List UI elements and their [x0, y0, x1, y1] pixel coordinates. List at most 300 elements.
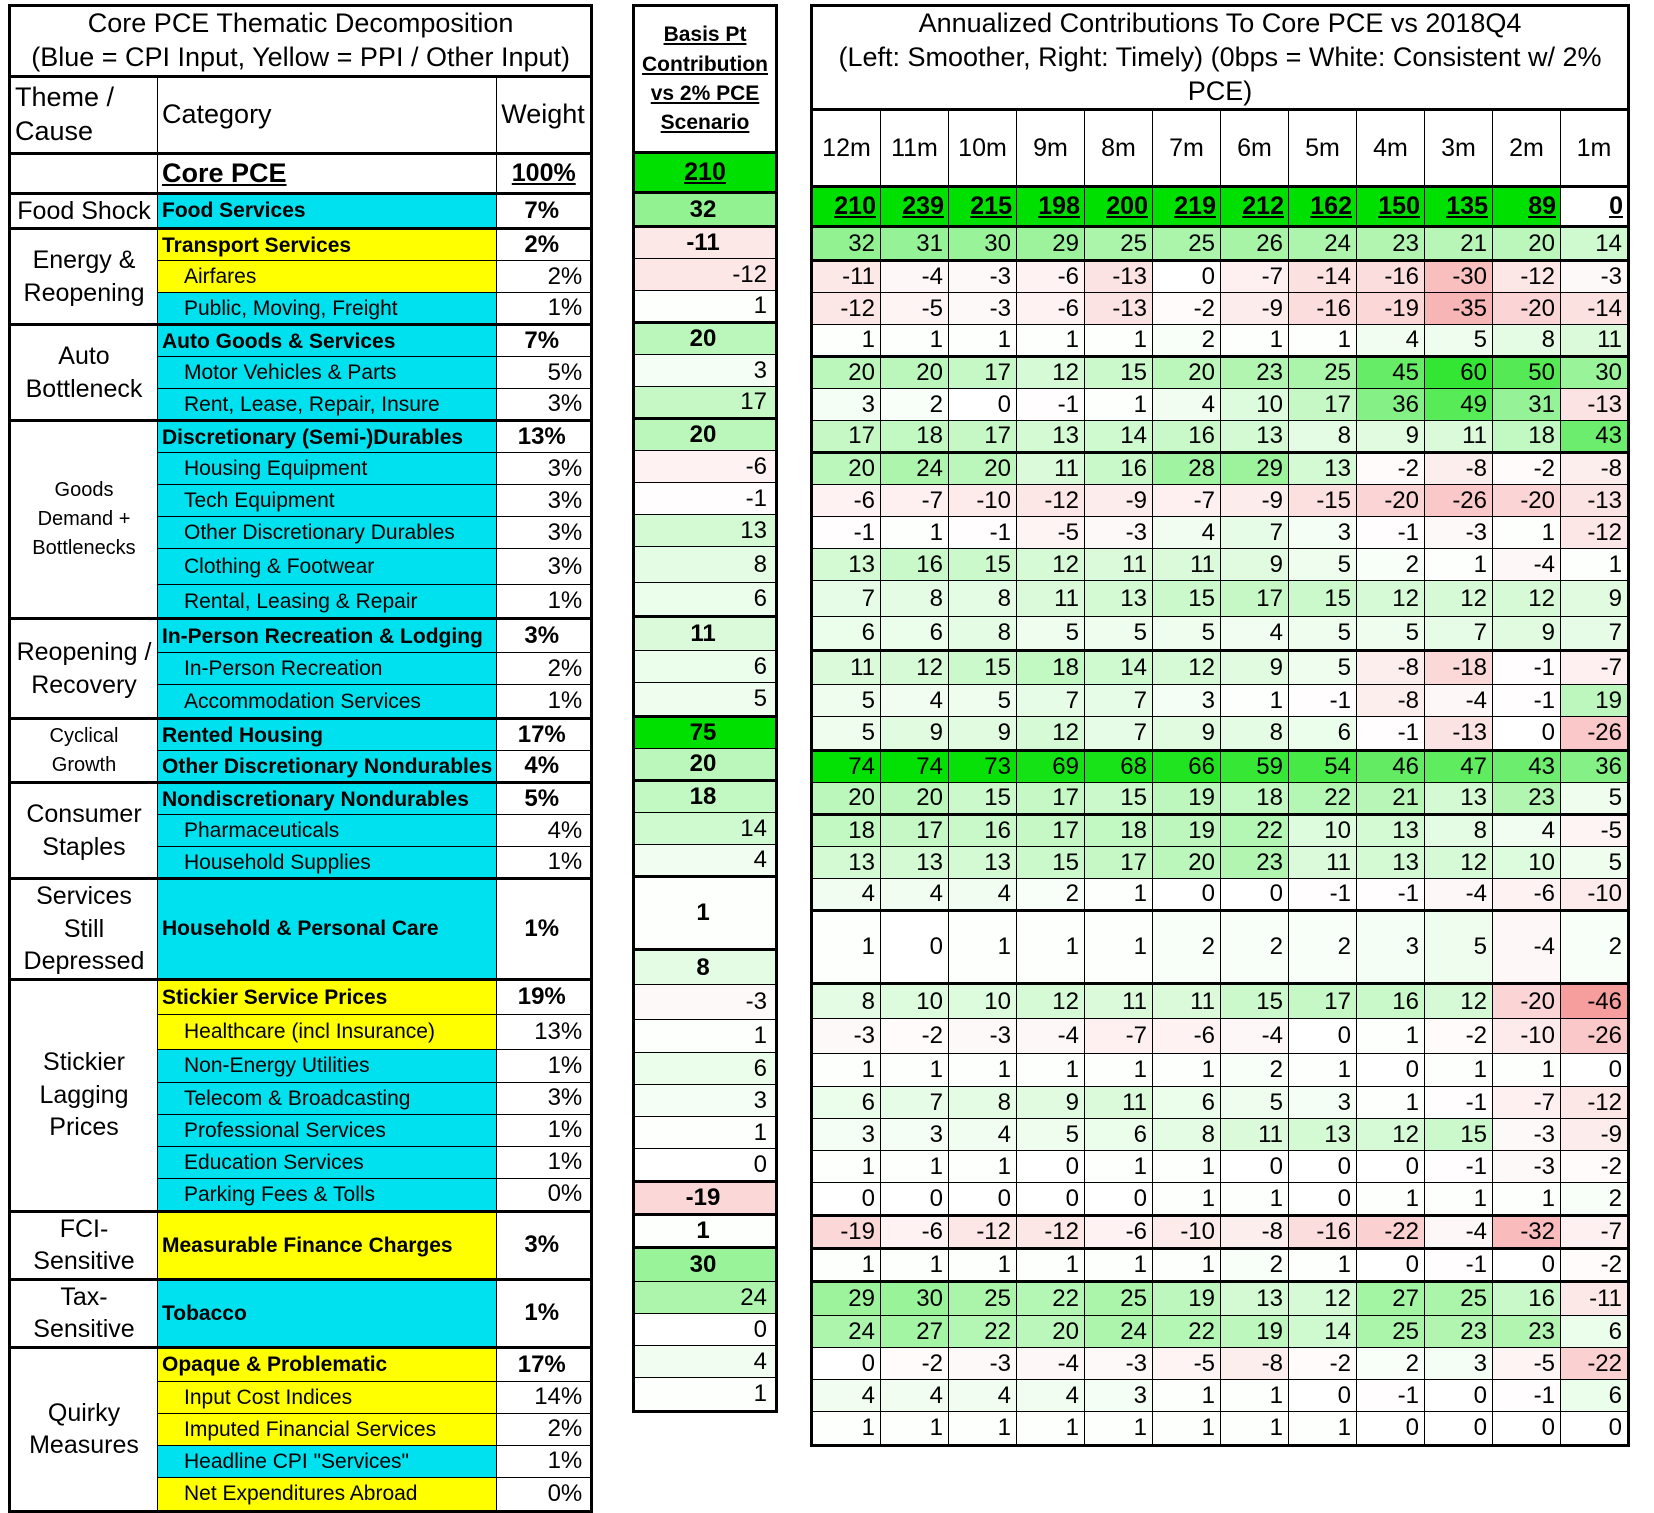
contribution-cell: 13 [1357, 815, 1425, 847]
contribution-cell: 11 [1085, 549, 1153, 581]
theme-cell: Cyclical Growth [10, 719, 158, 783]
basis-point-cell: 4 [634, 845, 777, 877]
contribution-cell: 14 [1085, 651, 1153, 685]
contribution-cell: 19 [1153, 1282, 1221, 1316]
contribution-cell: 30 [1561, 357, 1629, 389]
basis-point-cell: 5 [634, 683, 777, 717]
contribution-cell: 1 [881, 1412, 949, 1446]
category-cell: Measurable Finance Charges [158, 1211, 497, 1279]
contribution-cell: 5 [1357, 617, 1425, 651]
weight-cell: 1% [497, 1146, 592, 1178]
contribution-cell: -12 [1493, 261, 1561, 293]
contribution-cell: -26 [1561, 717, 1629, 751]
contribution-cell: -1 [812, 517, 881, 549]
contribution-cell: -1 [1425, 1087, 1493, 1119]
contribution-cell: 31 [1493, 389, 1561, 421]
contribution-cell: -10 [1561, 879, 1629, 911]
weight-cell: 3% [497, 389, 592, 421]
contribution-cell: 0 [1425, 1380, 1493, 1412]
contribution-cell: 5 [1221, 1087, 1289, 1119]
contribution-cell: -12 [812, 293, 881, 325]
title-line-2: (Blue = CPI Input, Yellow = PPI / Other Input) [31, 41, 571, 72]
contribution-cell: 17 [1017, 815, 1085, 847]
contribution-cell: -7 [1561, 1216, 1629, 1249]
decomposition-labels-table [8, 4, 593, 1513]
annualized-contributions-table [810, 4, 1630, 1447]
contribution-cell: 17 [1289, 984, 1357, 1019]
theme-cell: Energy & Reopening [10, 229, 158, 325]
contribution-cell: 19 [1221, 1316, 1289, 1348]
contribution-cell: -4 [881, 261, 949, 293]
category-cell: Opaque & Problematic [158, 1347, 497, 1381]
contribution-cell: 18 [1221, 783, 1289, 815]
contribution-cell: 1 [881, 517, 949, 549]
contribution-cell: 1 [1017, 325, 1085, 357]
contribution-cell: 5 [1085, 617, 1153, 651]
contribution-cell: 32 [812, 227, 881, 261]
contribution-cell: 8 [949, 617, 1017, 651]
contribution-cell: 0 [1153, 261, 1221, 293]
category-cell: Household Supplies [158, 847, 497, 879]
contribution-cell: 4 [812, 1380, 881, 1412]
contribution-cell: -8 [1561, 453, 1629, 485]
weight-cell: 3% [497, 1082, 592, 1114]
contributions-title [812, 6, 1629, 110]
contribution-cell: 6 [1153, 1087, 1221, 1119]
contribution-cell: 13 [1221, 421, 1289, 453]
theme-cell: Stickier Lagging Prices [10, 979, 158, 1211]
contribution-cell: 6 [1561, 1380, 1629, 1412]
basis-point-cell: 14 [634, 813, 777, 845]
contribution-cell: 3 [1425, 1348, 1493, 1380]
contribution-cell: 0 [1085, 1183, 1153, 1216]
contribution-cell: 5 [1153, 617, 1221, 651]
contribution-cell: -2 [1561, 1151, 1629, 1183]
contribution-cell: 17 [949, 421, 1017, 453]
contribution-cell: 3 [812, 389, 881, 421]
basis-point-cell: 1 [634, 1378, 777, 1412]
weight-cell: 1% [497, 1445, 592, 1477]
contribution-cell: 1 [1153, 1412, 1221, 1446]
contribution-cell: 7 [1561, 617, 1629, 651]
contribution-cell: 17 [1221, 581, 1289, 617]
contribution-cell: 29 [1017, 227, 1085, 261]
contribution-cell: -3 [949, 293, 1017, 325]
contribution-cell: -2 [1425, 1019, 1493, 1054]
contribution-cell: 24 [881, 453, 949, 485]
contribution-cell: 20 [881, 357, 949, 389]
contribution-cell: -7 [1493, 1087, 1561, 1119]
contribution-cell: 4 [1017, 1380, 1085, 1412]
contribution-cell: 1 [881, 325, 949, 357]
contribution-cell: 30 [949, 227, 1017, 261]
theme-cell: Auto Bottleneck [10, 325, 158, 421]
contribution-cell: 1 [1153, 1183, 1221, 1216]
contribution-cell: -3 [1493, 1119, 1561, 1151]
contribution-cell: 1 [949, 1412, 1017, 1446]
contribution-cell: 5 [1561, 847, 1629, 879]
contribution-cell: 4 [812, 879, 881, 911]
contribution-cell: 15 [1085, 357, 1153, 389]
contribution-cell: 0 [1357, 1054, 1425, 1087]
contribution-cell: 10 [949, 984, 1017, 1019]
category-cell: Tech Equipment [158, 485, 497, 517]
contribution-cell: 9 [1357, 421, 1425, 453]
basis-point-cell: 1 [634, 1020, 777, 1053]
contribution-cell: 7 [1425, 617, 1493, 651]
contribution-cell: 7 [1085, 717, 1153, 751]
month-header: 3m [1425, 110, 1493, 187]
category-cell: Other Discretionary Durables [158, 517, 497, 549]
contribution-cell: -10 [1493, 1019, 1561, 1054]
contribution-cell: 7 [1221, 517, 1289, 549]
basis-point-cell: -1 [634, 483, 777, 515]
contribution-cell: 25 [1357, 1316, 1425, 1348]
contribution-cell: -10 [949, 485, 1017, 517]
contribution-cell: -18 [1425, 651, 1493, 685]
contribution-cell: 30 [881, 1282, 949, 1316]
contribution-cell: 2 [1357, 549, 1425, 581]
theme-cell: Services Still Depressed [10, 879, 158, 980]
contribution-cell: -5 [1017, 517, 1085, 549]
contribution-cell: 2 [1561, 1183, 1629, 1216]
contribution-cell: 2 [1017, 879, 1085, 911]
core-value-cell: 219 [1153, 187, 1221, 227]
contribution-cell: 15 [949, 549, 1017, 581]
title-line-1: Core PCE Thematic Decomposition [87, 8, 514, 38]
category-cell: Headline CPI "Services" [158, 1445, 497, 1477]
month-header: 8m [1085, 110, 1153, 187]
core-value-cell: 210 [812, 187, 881, 227]
contribution-cell: 6 [1085, 1119, 1153, 1151]
basis-point-cell: 3 [634, 1085, 777, 1117]
month-header: 2m [1493, 110, 1561, 187]
contribution-cell: 14 [1289, 1316, 1357, 1348]
contribution-cell: 50 [1493, 357, 1561, 389]
contribution-cell: -6 [1493, 879, 1561, 911]
contribution-cell: 2 [1153, 325, 1221, 357]
contributions-title-line-2: (Left: Smoother, Right: Timely) (0bps = White: Consistent w/ 2% PCE) [838, 41, 1602, 106]
contribution-cell: 13 [812, 847, 881, 879]
contribution-cell: -20 [1493, 485, 1561, 517]
contribution-cell: 10 [1493, 847, 1561, 879]
theme-cell: Tax-Sensitive [10, 1279, 158, 1347]
category-cell: Pharmaceuticals [158, 815, 497, 847]
contribution-cell: 1 [1221, 325, 1289, 357]
basis-point-header: Basis Pt Contribution vs 2% PCE Scenario [634, 6, 777, 153]
contribution-cell: 3 [1289, 1087, 1357, 1119]
contribution-cell: -4 [1425, 879, 1493, 911]
contribution-cell: -1 [1425, 1249, 1493, 1282]
contribution-cell: 0 [1289, 1019, 1357, 1054]
contribution-cell: 1 [1561, 549, 1629, 581]
contribution-cell: -12 [1561, 1087, 1629, 1119]
contribution-cell: 1 [812, 1054, 881, 1087]
contribution-cell: -8 [1425, 453, 1493, 485]
contribution-cell: 9 [949, 717, 1017, 751]
contribution-cell: 11 [1017, 453, 1085, 485]
contribution-cell: -1 [1017, 389, 1085, 421]
category-cell: Tobacco [158, 1279, 497, 1347]
contribution-cell: 60 [1425, 357, 1493, 389]
contribution-cell: 5 [1289, 651, 1357, 685]
contribution-cell: -20 [1357, 485, 1425, 517]
contribution-cell: 2 [1357, 1348, 1425, 1380]
contribution-cell: 11 [1153, 984, 1221, 1019]
contribution-cell: -3 [812, 1019, 881, 1054]
contribution-cell: -7 [1153, 485, 1221, 517]
contribution-cell: -7 [1221, 261, 1289, 293]
col-header-weight: Weight [497, 76, 592, 153]
core-value-cell: 89 [1493, 187, 1561, 227]
contribution-cell: 2 [1221, 911, 1289, 984]
category-cell: Input Cost Indices [158, 1381, 497, 1413]
contribution-cell: 20 [812, 453, 881, 485]
contribution-cell: 12 [1289, 1282, 1357, 1316]
category-cell: Imputed Financial Services [158, 1413, 497, 1445]
contribution-cell: 1 [949, 1249, 1017, 1282]
contribution-cell: -3 [1085, 517, 1153, 549]
contribution-cell: 4 [881, 1380, 949, 1412]
contribution-cell: 1 [812, 911, 881, 984]
contribution-cell: 1 [1085, 879, 1153, 911]
month-header: 10m [949, 110, 1017, 187]
core-value-cell: 0 [1561, 187, 1629, 227]
weight-cell: 1% [497, 879, 592, 980]
contribution-cell: 5 [1017, 617, 1085, 651]
contribution-cell: 0 [1561, 1054, 1629, 1087]
contribution-cell: 1 [1085, 389, 1153, 421]
contribution-cell: 4 [949, 879, 1017, 911]
contribution-cell: 20 [812, 783, 881, 815]
contribution-cell: 0 [1017, 1151, 1085, 1183]
contribution-cell: 12 [1425, 984, 1493, 1019]
basis-point-cell: 17 [634, 387, 777, 419]
contribution-cell: -20 [1493, 984, 1561, 1019]
contribution-cell: 12 [1017, 549, 1085, 581]
contribution-cell: 1 [1153, 1249, 1221, 1282]
category-cell: Household & Personal Care [158, 879, 497, 980]
contribution-cell: 23 [1221, 357, 1289, 389]
basis-point-cell: 6 [634, 583, 777, 617]
contribution-cell: -1 [1425, 1151, 1493, 1183]
contribution-cell: 11 [1289, 847, 1357, 879]
weight-cell: 7% [497, 325, 592, 357]
contribution-cell: 1 [1221, 1412, 1289, 1446]
contribution-cell: 3 [881, 1119, 949, 1151]
contribution-cell: -9 [1085, 485, 1153, 517]
basis-point-cell: 6 [634, 1053, 777, 1085]
contribution-cell: 4 [1357, 325, 1425, 357]
contribution-cell: 5 [1425, 911, 1493, 984]
contribution-cell: -4 [1493, 549, 1561, 581]
contribution-cell: 13 [1085, 581, 1153, 617]
contribution-cell: 12 [1425, 847, 1493, 879]
contribution-cell: 8 [1153, 1119, 1221, 1151]
contribution-cell: 1 [1357, 1019, 1425, 1054]
contribution-cell: 4 [881, 685, 949, 717]
contribution-cell: -15 [1289, 485, 1357, 517]
core-pce-weight: 100% [497, 153, 592, 193]
basis-point-cell: 1 [634, 877, 777, 950]
contribution-cell: -5 [881, 293, 949, 325]
contribution-cell: 54 [1289, 751, 1357, 783]
contribution-cell: 15 [1425, 1119, 1493, 1151]
category-cell: Telecom & Broadcasting [158, 1082, 497, 1114]
contribution-cell: 22 [949, 1316, 1017, 1348]
contribution-cell: 0 [1493, 717, 1561, 751]
weight-cell: 1% [497, 685, 592, 719]
contribution-cell: 21 [1357, 783, 1425, 815]
contribution-cell: 10 [1289, 815, 1357, 847]
contribution-cell: -3 [1425, 517, 1493, 549]
contribution-cell: 3 [1153, 685, 1221, 717]
month-header: 12m [812, 110, 881, 187]
contribution-cell: -35 [1425, 293, 1493, 325]
contribution-cell: 1 [1357, 1183, 1425, 1216]
contribution-cell: 3 [1289, 517, 1357, 549]
weight-cell: 1% [497, 1279, 592, 1347]
contribution-cell: -20 [1493, 293, 1561, 325]
contribution-cell: -1 [1357, 717, 1425, 751]
contribution-cell: 2 [1561, 911, 1629, 984]
contribution-cell: 59 [1221, 751, 1289, 783]
contribution-cell: -2 [1153, 293, 1221, 325]
theme-cell: Reopening / Recovery [10, 619, 158, 719]
contribution-cell: 1 [1153, 1054, 1221, 1087]
contribution-cell: 5 [1425, 325, 1493, 357]
contribution-cell: 0 [881, 1183, 949, 1216]
basis-point-cell: 1 [634, 1117, 777, 1149]
contribution-cell: -6 [881, 1216, 949, 1249]
contribution-cell: 25 [1153, 227, 1221, 261]
weight-cell: 13% [497, 421, 592, 453]
contribution-cell: 13 [1289, 453, 1357, 485]
basis-point-cell: 75 [634, 717, 777, 749]
contribution-cell: 1 [1493, 1183, 1561, 1216]
contribution-cell: 20 [1153, 847, 1221, 879]
contribution-cell: 0 [1221, 1151, 1289, 1183]
contribution-cell: 1 [812, 1412, 881, 1446]
category-cell: Airfares [158, 261, 497, 293]
core-value-cell: 239 [881, 187, 949, 227]
contribution-cell: 1 [1289, 1054, 1357, 1087]
category-cell: In-Person Recreation [158, 653, 497, 685]
basis-point-cell: 24 [634, 1282, 777, 1314]
contribution-cell: 17 [1085, 847, 1153, 879]
category-cell: Education Services [158, 1146, 497, 1178]
weight-cell: 3% [497, 619, 592, 653]
contribution-cell: -19 [1357, 293, 1425, 325]
contribution-cell: 12 [881, 651, 949, 685]
contribution-cell: 25 [949, 1282, 1017, 1316]
contribution-cell: 1 [1085, 325, 1153, 357]
contribution-cell: 8 [1221, 717, 1289, 751]
contribution-cell: -16 [1289, 1216, 1357, 1249]
contribution-cell: 20 [881, 783, 949, 815]
contribution-cell: 23 [1493, 1316, 1561, 1348]
weight-cell: 7% [497, 193, 592, 229]
contribution-cell: 5 [812, 685, 881, 717]
contribution-cell: -13 [1561, 485, 1629, 517]
category-cell: Rented Housing [158, 719, 497, 751]
contribution-cell: 13 [1425, 783, 1493, 815]
basis-point-cell: 11 [634, 617, 777, 651]
contribution-cell: 13 [1017, 421, 1085, 453]
contribution-cell: -2 [881, 1019, 949, 1054]
contribution-cell: 1 [1017, 1054, 1085, 1087]
contribution-cell: 0 [1289, 1380, 1357, 1412]
contribution-cell: 11 [1221, 1119, 1289, 1151]
contribution-cell: 14 [1085, 421, 1153, 453]
category-cell: Nondiscretionary Nondurables [158, 783, 497, 815]
contribution-cell: 13 [949, 847, 1017, 879]
contribution-cell: -3 [1561, 261, 1629, 293]
basis-point-cell: 3 [634, 355, 777, 387]
contribution-cell: 5 [1561, 783, 1629, 815]
contribution-cell: 0 [812, 1348, 881, 1380]
contribution-cell: 19 [1153, 783, 1221, 815]
core-theme-blank [10, 153, 158, 193]
contribution-cell: 19 [1561, 685, 1629, 717]
weight-cell: 1% [497, 1114, 592, 1146]
contribution-cell: 15 [1017, 847, 1085, 879]
weight-cell: 5% [497, 357, 592, 389]
contribution-cell: 11 [1425, 421, 1493, 453]
contribution-cell: 15 [949, 651, 1017, 685]
contribution-cell: 5 [949, 685, 1017, 717]
contribution-cell: 20 [1493, 227, 1561, 261]
contribution-cell: 11 [1085, 1087, 1153, 1119]
contribution-cell: -2 [1493, 453, 1561, 485]
contribution-cell: -2 [1289, 1348, 1357, 1380]
contribution-cell: 6 [1561, 1316, 1629, 1348]
theme-cell: Consumer Staples [10, 783, 158, 879]
contribution-cell: 16 [881, 549, 949, 581]
contribution-cell: 74 [881, 751, 949, 783]
contribution-cell: 17 [881, 815, 949, 847]
contribution-cell: -22 [1561, 1348, 1629, 1380]
contribution-cell: -3 [949, 1019, 1017, 1054]
weight-cell: 4% [497, 751, 592, 783]
contribution-cell: 15 [949, 783, 1017, 815]
contribution-cell: 20 [1153, 357, 1221, 389]
contribution-cell: -8 [1357, 685, 1425, 717]
contribution-cell: 18 [1085, 815, 1153, 847]
basis-point-cell: 20 [634, 419, 777, 451]
contribution-cell: -16 [1357, 261, 1425, 293]
contribution-cell: -8 [1357, 651, 1425, 685]
contribution-cell: 9 [1561, 581, 1629, 617]
contribution-cell: 9 [881, 717, 949, 751]
contribution-cell: 20 [812, 357, 881, 389]
contribution-cell: 11 [1153, 549, 1221, 581]
contribution-cell: 8 [1493, 325, 1561, 357]
contribution-cell: 23 [1221, 847, 1289, 879]
contribution-cell: -19 [812, 1216, 881, 1249]
contribution-cell: 8 [812, 984, 881, 1019]
contribution-cell: 12 [1357, 1119, 1425, 1151]
weight-cell: 3% [497, 453, 592, 485]
contribution-cell: -1 [1357, 1380, 1425, 1412]
contribution-cell: 1 [1085, 1249, 1153, 1282]
contribution-cell: 5 [812, 717, 881, 751]
category-cell: Public, Moving, Freight [158, 293, 497, 325]
contribution-cell: 6 [881, 617, 949, 651]
basis-point-cell: 32 [634, 193, 777, 227]
contribution-cell: 13 [1289, 1119, 1357, 1151]
contribution-cell: -5 [1561, 815, 1629, 847]
